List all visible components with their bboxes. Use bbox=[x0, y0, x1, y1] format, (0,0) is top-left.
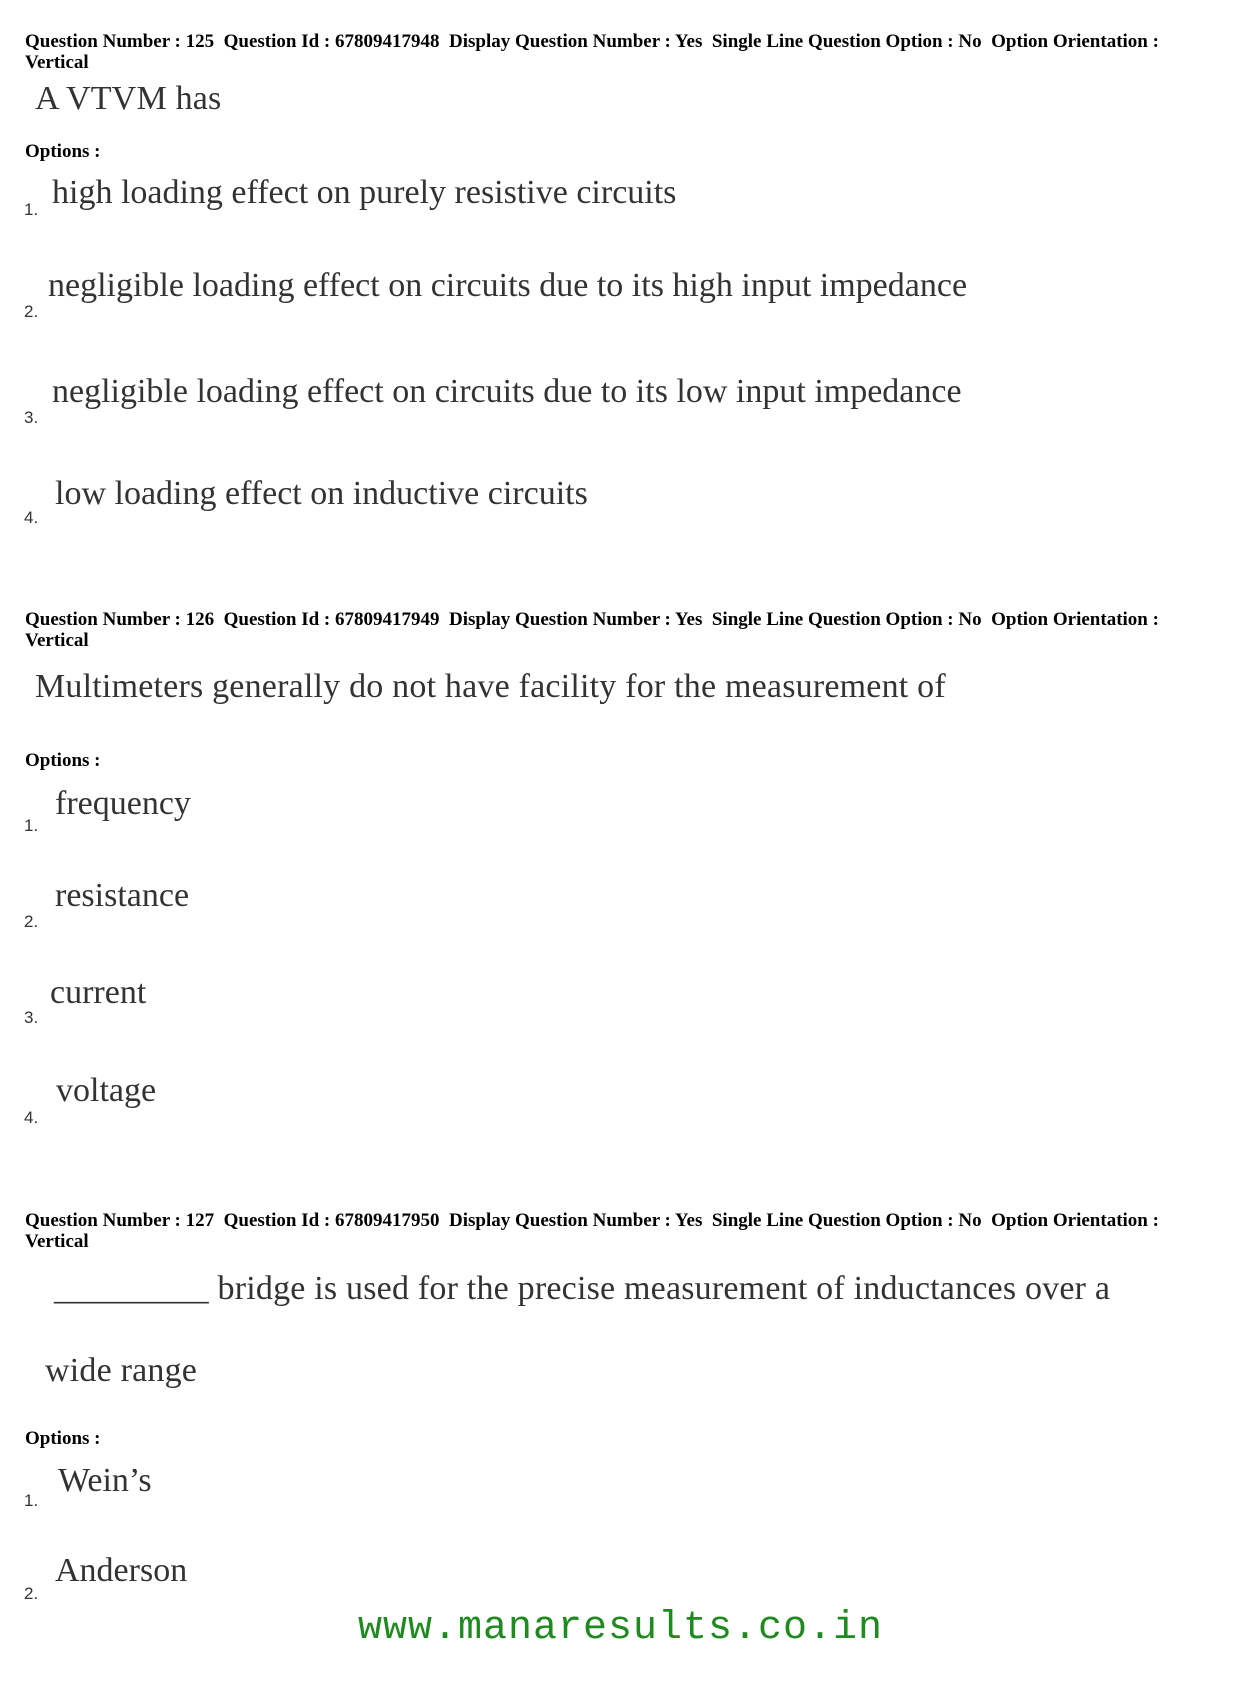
option-number: 2. bbox=[24, 1584, 39, 1603]
site-watermark: www.manaresults.co.in bbox=[357, 1606, 884, 1651]
option-text: Anderson bbox=[55, 1552, 188, 1589]
option-text: negligible loading effect on circuits due to its high input impedance bbox=[48, 267, 968, 304]
option-text: high loading effect on purely resistive circuits bbox=[52, 174, 677, 211]
question-text: A VTVM has bbox=[35, 80, 222, 117]
option-number: 4. bbox=[24, 1108, 39, 1127]
option-text: voltage bbox=[56, 1072, 157, 1109]
question-text: _________ bridge is used for the precise measurement of inductances over a bbox=[54, 1270, 1111, 1307]
option-text: Wein’s bbox=[58, 1462, 152, 1499]
question-meta: Question Number : 126 Question Id : 67809417949 Display Question Number : Yes Single Line Question Option : No Option Orientation : Vertical bbox=[25, 609, 1164, 651]
option-number: 2. bbox=[24, 912, 39, 931]
option-text: current bbox=[50, 974, 147, 1011]
question-text-continued: wide range bbox=[45, 1352, 198, 1389]
option-number: 1. bbox=[24, 816, 39, 835]
option-number: 1. bbox=[24, 1491, 39, 1510]
option-text: negligible loading effect on circuits due to its low input impedance bbox=[52, 373, 962, 410]
options-label: Options : bbox=[25, 1428, 101, 1449]
question-meta: Question Number : 127 Question Id : 67809417950 Display Question Number : Yes Single Line Question Option : No Option Orientation : Vertical bbox=[25, 1210, 1164, 1252]
option-number: 2. bbox=[24, 302, 39, 321]
question-text: Multimeters generally do not have facility for the measurement of bbox=[35, 668, 946, 705]
option-text: resistance bbox=[55, 877, 190, 914]
option-text: frequency bbox=[55, 785, 191, 822]
options-label: Options : bbox=[25, 750, 101, 771]
option-number: 4. bbox=[24, 508, 39, 527]
options-label: Options : bbox=[25, 141, 101, 162]
option-number: 1. bbox=[24, 200, 39, 219]
option-number: 3. bbox=[24, 408, 39, 427]
option-text: low loading effect on inductive circuits bbox=[55, 475, 588, 512]
option-number: 3. bbox=[24, 1008, 39, 1027]
question-meta: Question Number : 125 Question Id : 67809417948 Display Question Number : Yes Single Line Question Option : No Option Orientation : Vertical bbox=[25, 31, 1164, 73]
